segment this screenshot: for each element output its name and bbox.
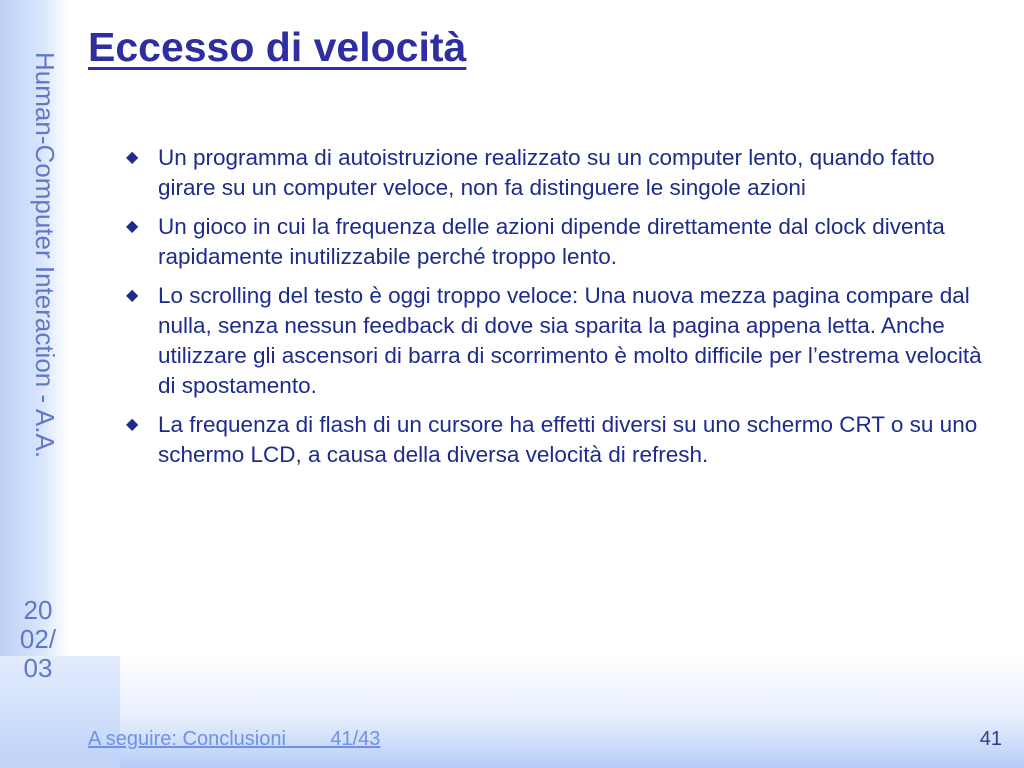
course-side-label: Human-Computer Interaction - A.A. xyxy=(30,52,60,459)
next-section-link[interactable]: A seguire: Conclusioni 41/43 xyxy=(88,728,381,750)
bullet-text: La frequenza di flash di un cursore ha effetti diversi su uno schermo CRT o su uno schermo LCD, a causa della diversa velocità di refresh. xyxy=(158,412,978,467)
diamond-bullet-icon: ◆ xyxy=(126,218,139,235)
bottom-decorative-band xyxy=(0,656,1024,768)
diamond-bullet-icon: ◆ xyxy=(126,149,139,166)
diamond-bullet-icon: ◆ xyxy=(126,416,139,433)
slide-title: Eccesso di velocità xyxy=(88,24,467,70)
bullet-item xyxy=(126,143,986,203)
bullet-text: Un programma di autoistruzione realizzato su un computer lento, quando fatto girare su un computer veloce, non fa distinguere le singole azioni xyxy=(158,145,935,200)
bullet-text: Un gioco in cui la frequenza delle azioni dipende direttamente dal clock diventa rapidamente inutilizzabile perché troppo lento. xyxy=(158,214,945,269)
bullet-item xyxy=(126,212,986,272)
bullet-item xyxy=(126,281,986,401)
page-number: 41 xyxy=(979,728,1002,750)
bullet-item xyxy=(126,410,986,470)
diamond-bullet-icon: ◆ xyxy=(126,287,139,304)
academic-year-label: 2002/03 xyxy=(19,595,57,683)
bullet-list xyxy=(126,143,986,479)
bullet-text: Lo scrolling del testo è oggi troppo veloce: Una nuova mezza pagina compare dal nulla, senza nessun feedback di dove sia sparita la pagina appena letta. Anche utilizzare gli ascensori di barra di scorrimento è molto difficile per l’estrema velocità di spostamento. xyxy=(158,283,982,398)
